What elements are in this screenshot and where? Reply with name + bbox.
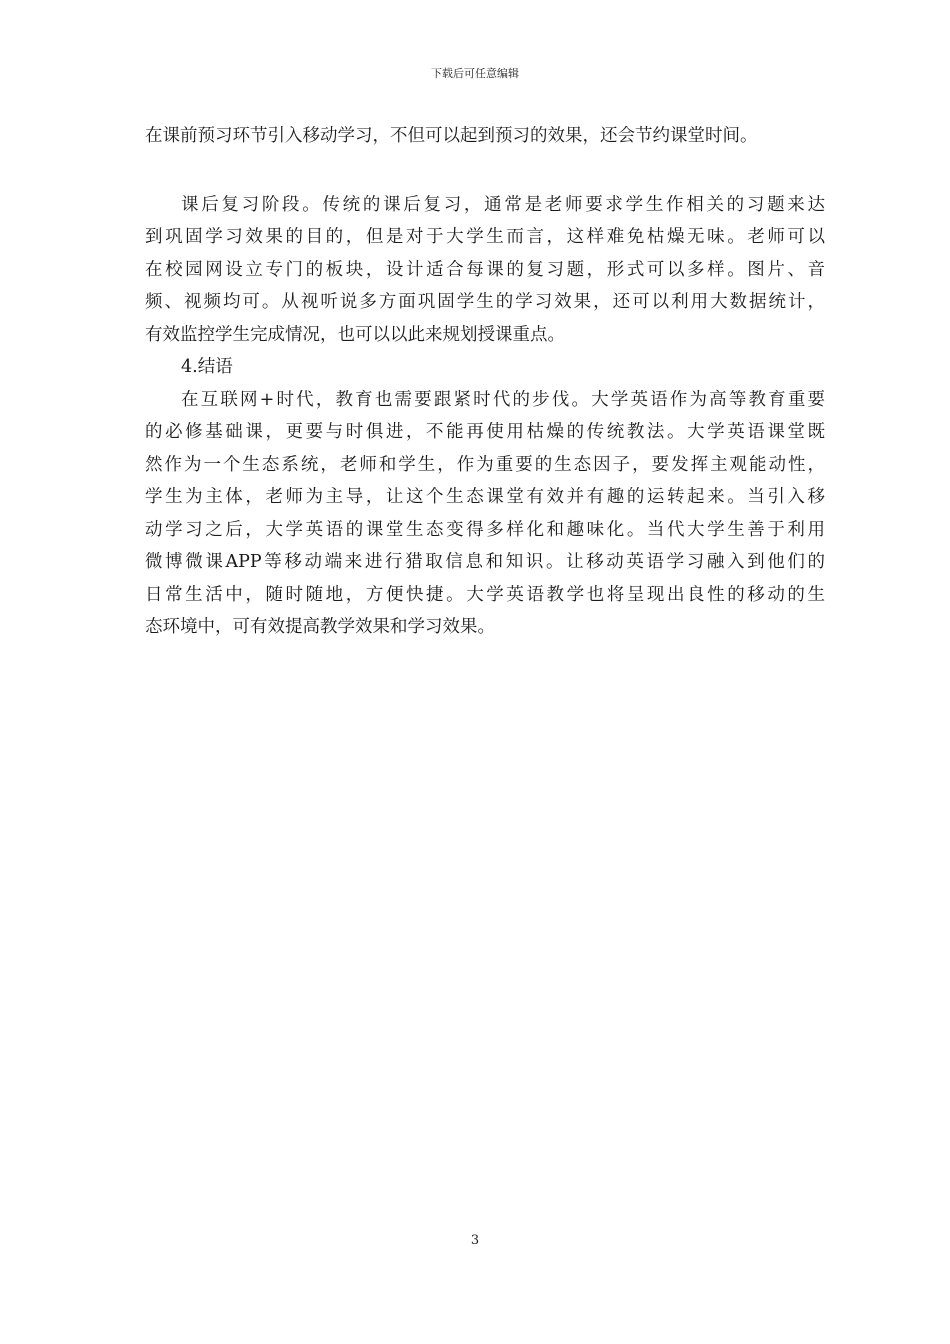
paragraph-review-stage xyxy=(145,189,825,352)
section-heading: 4.结语 xyxy=(181,357,233,377)
text-line: 有效监控学生完成情况，也可以以此来规划授课重点。 xyxy=(145,324,565,345)
paragraph-spacer xyxy=(145,153,825,189)
text-line: 在课前预习环节引入移动学习，不但可以起到预习的效果，还会节约课堂时间。 xyxy=(145,126,758,146)
text-line: 在校园网设立专门的板块，设计适合每课的复习题，形式可以多样。图片、音 xyxy=(145,259,825,280)
paragraph-conclusion xyxy=(145,384,825,644)
text-line: 动学习之后，大学英语的课堂生态变得多样化和趣味化。当代大学生善于利用 xyxy=(145,519,825,540)
section-heading-conclusion xyxy=(145,351,825,384)
text-line: 学生为主体，老师为主导，让这个生态课堂有效并有趣的运转起来。当引入移 xyxy=(145,487,825,507)
page-header-note: 下载后可任意编辑 xyxy=(431,67,519,80)
text-line: 频、视频均可。从视听说多方面巩固学生的学习效果，还可以利用大数据统计， xyxy=(145,292,825,312)
text-line: 到巩固学习效果的目的，但是对于大学生而言，这样难免枯燥无味。老师可以 xyxy=(145,227,825,247)
page-number: 3 xyxy=(470,1233,480,1248)
paragraph-preview-conclusion xyxy=(145,120,825,153)
text-line: 课后复习阶段。传统的课后复习，通常是老师要求学生作相关的习题来达 xyxy=(181,194,825,215)
text-line: 在互联网+时代，教育也需要跟紧时代的步伐。大学英语作为高等教育重要 xyxy=(181,389,825,410)
text-line: 微博微课APP等移动端来进行猎取信息和知识。让移动英语学习融入到他们的 xyxy=(145,552,825,572)
text-line: 的必修基础课，更要与时俱进，不能再使用枯燥的传统教法。大学英语课堂既 xyxy=(145,422,825,442)
text-line: 然作为一个生态系统，老师和学生，作为重要的生态因子，要发挥主观能动性， xyxy=(145,454,825,475)
document-body xyxy=(145,120,825,644)
text-line: 日常生活中，随时随地，方便快捷。大学英语教学也将呈现出良性的移动的生 xyxy=(145,584,825,605)
text-line: 态环境中，可有效提高教学效果和学习效果。 xyxy=(145,617,495,637)
